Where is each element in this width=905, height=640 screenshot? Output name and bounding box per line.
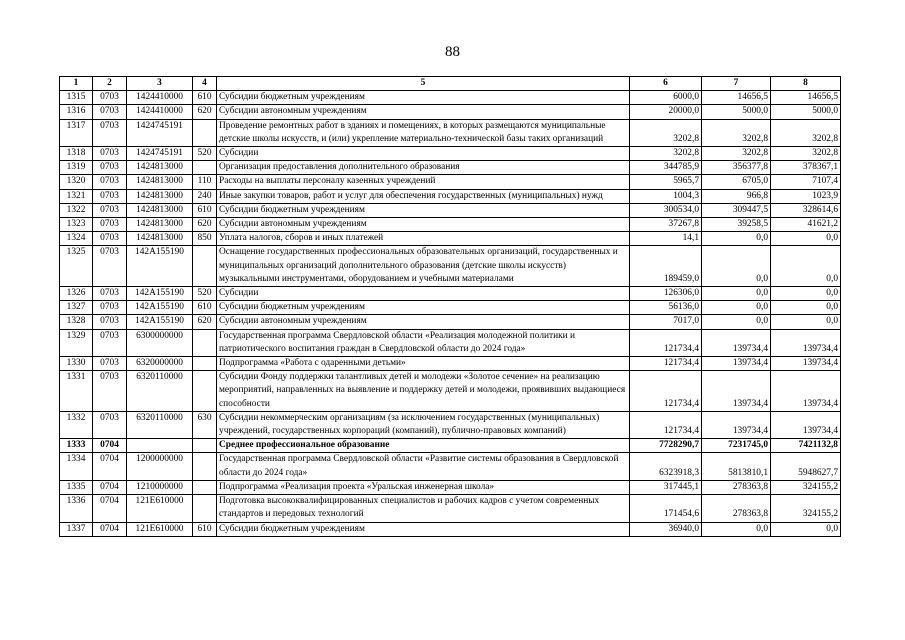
row-number-cell: 1321 — [60, 189, 93, 203]
row-number-cell: 1315 — [60, 91, 93, 105]
amount-year3-cell: 0,0 — [771, 232, 841, 246]
header-cell: 8 — [771, 77, 841, 91]
table-row — [60, 161, 841, 175]
amount-year1-cell: 344785,9 — [630, 161, 702, 175]
amount-year2-cell: 5813810,1 — [702, 453, 771, 480]
target-article-cell: 1210000000 — [127, 480, 193, 494]
expense-type-cell — [193, 329, 217, 356]
expense-type-cell: 630 — [193, 411, 217, 438]
table-row — [60, 371, 841, 412]
table-row — [60, 439, 841, 453]
description-cell: Субсидии автономным учреждениям — [217, 105, 630, 119]
section-code-cell: 0704 — [93, 480, 127, 494]
section-code-cell: 0703 — [93, 411, 127, 438]
expense-type-cell: 240 — [193, 189, 217, 203]
expense-type-cell: 520 — [193, 287, 217, 301]
amount-year2-cell: 5000,0 — [702, 105, 771, 119]
section-code-cell: 0704 — [93, 453, 127, 480]
section-code-cell: 0704 — [93, 439, 127, 453]
amount-year2-cell: 278363,8 — [702, 480, 771, 494]
description-cell: Подпрограмма «Работа с одаренными детьми» — [217, 357, 630, 371]
amount-year3-cell: 324155,2 — [771, 495, 841, 522]
table-row — [60, 315, 841, 329]
expense-type-cell: 610 — [193, 91, 217, 105]
amount-year1-cell: 6000,0 — [630, 91, 702, 105]
target-article-cell: 1424813000 — [127, 203, 193, 217]
target-article-cell — [127, 439, 193, 453]
section-code-cell: 0703 — [93, 91, 127, 105]
target-article-cell: 1424745191 — [127, 119, 193, 146]
amount-year1-cell: 7728290,7 — [630, 439, 702, 453]
table-row — [60, 453, 841, 480]
amount-year3-cell: 3202,8 — [771, 119, 841, 146]
amount-year1-cell: 126306,0 — [630, 287, 702, 301]
description-cell: Субсидии автономным учреждениям — [217, 218, 630, 232]
section-code-cell: 0703 — [93, 357, 127, 371]
amount-year2-cell: 309447,5 — [702, 203, 771, 217]
description-cell: Субсидии бюджетным учреждениям — [217, 203, 630, 217]
target-article-cell: 6300000000 — [127, 329, 193, 356]
description-cell: Проведение ремонтных работ в зданиях и помещениях, в которых размещаются муниципальные детские школы искусств, и (или) укрепление материально-технической базы таких организаций — [217, 119, 630, 146]
section-code-cell: 0703 — [93, 161, 127, 175]
description-cell: Организация предоставления дополнительного образования — [217, 161, 630, 175]
table-row — [60, 522, 841, 536]
amount-year3-cell: 0,0 — [771, 287, 841, 301]
amount-year1-cell: 7017,0 — [630, 315, 702, 329]
amount-year2-cell: 39258,5 — [702, 218, 771, 232]
amount-year2-cell: 0,0 — [702, 301, 771, 315]
expense-type-cell: 620 — [193, 315, 217, 329]
amount-year2-cell: 0,0 — [702, 522, 771, 536]
expense-type-cell: 850 — [193, 232, 217, 246]
target-article-cell: 6320110000 — [127, 411, 193, 438]
expense-type-cell: 610 — [193, 301, 217, 315]
amount-year1-cell: 300534,0 — [630, 203, 702, 217]
table-row — [60, 301, 841, 315]
amount-year3-cell: 0,0 — [771, 301, 841, 315]
description-cell: Субсидии — [217, 147, 630, 161]
expense-type-cell — [193, 495, 217, 522]
amount-year2-cell: 0,0 — [702, 246, 771, 287]
section-code-cell: 0703 — [93, 301, 127, 315]
table-row — [60, 246, 841, 287]
amount-year3-cell: 0,0 — [771, 522, 841, 536]
amount-year2-cell: 139734,4 — [702, 357, 771, 371]
description-cell: Оснащение государственных профессиональных образовательных организаций, государственных и муниципальных организаций дополнительного образования (детские школы искусств) музыкальными инструментами, оборудованием и учебными материалами — [217, 246, 630, 287]
row-number-cell: 1333 — [60, 439, 93, 453]
description-cell: Среднее профессиональное образование — [217, 439, 630, 453]
header-cell: 3 — [127, 77, 193, 91]
expense-type-cell: 620 — [193, 218, 217, 232]
description-cell: Уплата налогов, сборов и иных платежей — [217, 232, 630, 246]
amount-year2-cell: 0,0 — [702, 315, 771, 329]
section-code-cell: 0703 — [93, 119, 127, 146]
amount-year2-cell: 7231745,0 — [702, 439, 771, 453]
amount-year2-cell: 3202,8 — [702, 147, 771, 161]
description-cell: Расходы на выплаты персоналу казенных учреждений — [217, 175, 630, 189]
amount-year2-cell: 0,0 — [702, 287, 771, 301]
section-code-cell: 0703 — [93, 218, 127, 232]
amount-year1-cell: 171454,6 — [630, 495, 702, 522]
table-row — [60, 119, 841, 146]
amount-year1-cell: 189459,0 — [630, 246, 702, 287]
table-row — [60, 189, 841, 203]
amount-year2-cell: 139734,4 — [702, 371, 771, 412]
target-article-cell: 1424745191 — [127, 147, 193, 161]
expense-type-cell: 620 — [193, 105, 217, 119]
target-article-cell: 142A155190 — [127, 315, 193, 329]
section-code-cell: 0703 — [93, 371, 127, 412]
target-article-cell: 121E610000 — [127, 522, 193, 536]
target-article-cell: 1424813000 — [127, 218, 193, 232]
target-article-cell: 1424813000 — [127, 232, 193, 246]
target-article-cell: 1424813000 — [127, 175, 193, 189]
description-cell: Государственная программа Свердловской области «Развитие системы образования в Свердловской области до 2024 года» — [217, 453, 630, 480]
header-cell: 5 — [217, 77, 630, 91]
amount-year3-cell: 1023,9 — [771, 189, 841, 203]
target-article-cell: 1424410000 — [127, 91, 193, 105]
row-number-cell: 1331 — [60, 371, 93, 412]
row-number-cell: 1320 — [60, 175, 93, 189]
amount-year1-cell: 3202,8 — [630, 147, 702, 161]
amount-year1-cell: 37267,8 — [630, 218, 702, 232]
amount-year2-cell: 139734,4 — [702, 411, 771, 438]
row-number-cell: 1329 — [60, 329, 93, 356]
table-row — [60, 411, 841, 438]
amount-year1-cell: 36940,0 — [630, 522, 702, 536]
amount-year3-cell: 7421132,8 — [771, 439, 841, 453]
row-number-cell: 1332 — [60, 411, 93, 438]
table-row — [60, 175, 841, 189]
section-code-cell: 0703 — [93, 203, 127, 217]
target-article-cell: 1424813000 — [127, 189, 193, 203]
target-article-cell: 142A155190 — [127, 301, 193, 315]
row-number-cell: 1322 — [60, 203, 93, 217]
amount-year3-cell: 5000,0 — [771, 105, 841, 119]
amount-year1-cell: 56136,0 — [630, 301, 702, 315]
target-article-cell: 142A155190 — [127, 246, 193, 287]
amount-year2-cell: 0,0 — [702, 232, 771, 246]
row-number-cell: 1326 — [60, 287, 93, 301]
row-number-cell: 1316 — [60, 105, 93, 119]
amount-year1-cell: 3202,8 — [630, 119, 702, 146]
section-code-cell: 0703 — [93, 175, 127, 189]
amount-year1-cell: 317445,1 — [630, 480, 702, 494]
expense-type-cell: 110 — [193, 175, 217, 189]
row-number-cell: 1337 — [60, 522, 93, 536]
section-code-cell: 0703 — [93, 105, 127, 119]
row-number-cell: 1336 — [60, 495, 93, 522]
amount-year3-cell: 41621,2 — [771, 218, 841, 232]
section-code-cell: 0703 — [93, 329, 127, 356]
section-code-cell: 0703 — [93, 246, 127, 287]
amount-year3-cell: 139734,4 — [771, 411, 841, 438]
amount-year2-cell: 139734,4 — [702, 329, 771, 356]
section-code-cell: 0704 — [93, 495, 127, 522]
amount-year1-cell: 6323918,3 — [630, 453, 702, 480]
amount-year3-cell: 139734,4 — [771, 329, 841, 356]
row-number-cell: 1323 — [60, 218, 93, 232]
amount-year3-cell: 0,0 — [771, 315, 841, 329]
amount-year1-cell: 121734,4 — [630, 357, 702, 371]
table-row — [60, 232, 841, 246]
table-row — [60, 287, 841, 301]
table-row — [60, 357, 841, 371]
row-number-cell: 1330 — [60, 357, 93, 371]
amount-year3-cell: 14656,5 — [771, 91, 841, 105]
amount-year1-cell: 5965,7 — [630, 175, 702, 189]
header-cell: 1 — [60, 77, 93, 91]
amount-year3-cell: 328614,6 — [771, 203, 841, 217]
amount-year2-cell: 278363,8 — [702, 495, 771, 522]
amount-year3-cell: 3202,8 — [771, 147, 841, 161]
row-number-cell: 1325 — [60, 246, 93, 287]
amount-year1-cell: 20000,0 — [630, 105, 702, 119]
amount-year2-cell: 6705,0 — [702, 175, 771, 189]
expense-type-cell — [193, 371, 217, 412]
description-cell: Субсидии — [217, 287, 630, 301]
expense-type-cell: 520 — [193, 147, 217, 161]
table-row — [60, 218, 841, 232]
expense-type-cell — [193, 246, 217, 287]
expense-type-cell — [193, 357, 217, 371]
target-article-cell: 1424813000 — [127, 161, 193, 175]
row-number-cell: 1319 — [60, 161, 93, 175]
page-number: 88 — [445, 44, 460, 60]
table-row — [60, 203, 841, 217]
row-number-cell: 1335 — [60, 480, 93, 494]
row-number-cell: 1328 — [60, 315, 93, 329]
description-cell: Субсидии Фонду поддержки талантливых детей и молодежи «Золотое сечение» на реализацию мероприятий, направленных на выявление и поддержку детей и молодежи, проявивших выдающиеся способности — [217, 371, 630, 412]
row-number-cell: 1318 — [60, 147, 93, 161]
amount-year3-cell: 7107,4 — [771, 175, 841, 189]
amount-year3-cell: 139734,4 — [771, 371, 841, 412]
amount-year3-cell: 324155,2 — [771, 480, 841, 494]
section-code-cell: 0703 — [93, 147, 127, 161]
section-code-cell: 0703 — [93, 232, 127, 246]
header-cell: 7 — [702, 77, 771, 91]
table-row — [60, 147, 841, 161]
header-cell: 6 — [630, 77, 702, 91]
expense-type-cell — [193, 480, 217, 494]
budget-table — [59, 76, 841, 537]
section-code-cell: 0704 — [93, 522, 127, 536]
description-cell: Субсидии бюджетным учреждениям — [217, 91, 630, 105]
amount-year3-cell: 378367,1 — [771, 161, 841, 175]
header-cell: 4 — [193, 77, 217, 91]
section-code-cell: 0703 — [93, 315, 127, 329]
expense-type-cell — [193, 119, 217, 146]
row-number-cell: 1324 — [60, 232, 93, 246]
table-row — [60, 329, 841, 356]
expense-type-cell — [193, 439, 217, 453]
section-code-cell: 0703 — [93, 189, 127, 203]
description-cell: Государственная программа Свердловской области «Реализация молодежной политики и патриотического воспитания граждан в Свердловской области до 2024 года» — [217, 329, 630, 356]
amount-year3-cell: 0,0 — [771, 246, 841, 287]
target-article-cell: 121E610000 — [127, 495, 193, 522]
section-code-cell: 0703 — [93, 287, 127, 301]
description-cell: Субсидии некоммерческим организациям (за исключением государственных (муниципальных) учреждений, государственных корпораций (компаний), публично-правовых компаний) — [217, 411, 630, 438]
description-cell: Подготовка высококвалифицированных специалистов и рабочих кадров с учетом современных стандартов и передовых технологий — [217, 495, 630, 522]
target-article-cell: 6320110000 — [127, 371, 193, 412]
row-number-cell: 1327 — [60, 301, 93, 315]
target-article-cell: 1200000000 — [127, 453, 193, 480]
description-cell: Иные закупки товаров, работ и услуг для обеспечения государственных (муниципальных) нужд — [217, 189, 630, 203]
amount-year1-cell: 14,1 — [630, 232, 702, 246]
header-cell: 2 — [93, 77, 127, 91]
header-row — [60, 77, 841, 91]
amount-year2-cell: 966,8 — [702, 189, 771, 203]
table-row — [60, 105, 841, 119]
amount-year2-cell: 356377,8 — [702, 161, 771, 175]
description-cell: Субсидии автономным учреждениям — [217, 315, 630, 329]
amount-year3-cell: 139734,4 — [771, 357, 841, 371]
row-number-cell: 1334 — [60, 453, 93, 480]
amount-year1-cell: 121734,4 — [630, 329, 702, 356]
row-number-cell: 1317 — [60, 119, 93, 146]
table-row — [60, 495, 841, 522]
expense-type-cell: 610 — [193, 522, 217, 536]
description-cell: Подпрограмма «Реализация проекта «Уральская инженерная школа» — [217, 480, 630, 494]
amount-year1-cell: 121734,4 — [630, 371, 702, 412]
amount-year1-cell: 1004,3 — [630, 189, 702, 203]
target-article-cell: 6320000000 — [127, 357, 193, 371]
amount-year2-cell: 3202,8 — [702, 119, 771, 146]
expense-type-cell — [193, 161, 217, 175]
description-cell: Субсидии бюджетным учреждениям — [217, 522, 630, 536]
description-cell: Субсидии бюджетным учреждениям — [217, 301, 630, 315]
target-article-cell: 142A155190 — [127, 287, 193, 301]
table-row — [60, 91, 841, 105]
amount-year3-cell: 5948627,7 — [771, 453, 841, 480]
amount-year1-cell: 121734,4 — [630, 411, 702, 438]
expense-type-cell — [193, 453, 217, 480]
table-row — [60, 480, 841, 494]
target-article-cell: 1424410000 — [127, 105, 193, 119]
amount-year2-cell: 14656,5 — [702, 91, 771, 105]
expense-type-cell: 610 — [193, 203, 217, 217]
